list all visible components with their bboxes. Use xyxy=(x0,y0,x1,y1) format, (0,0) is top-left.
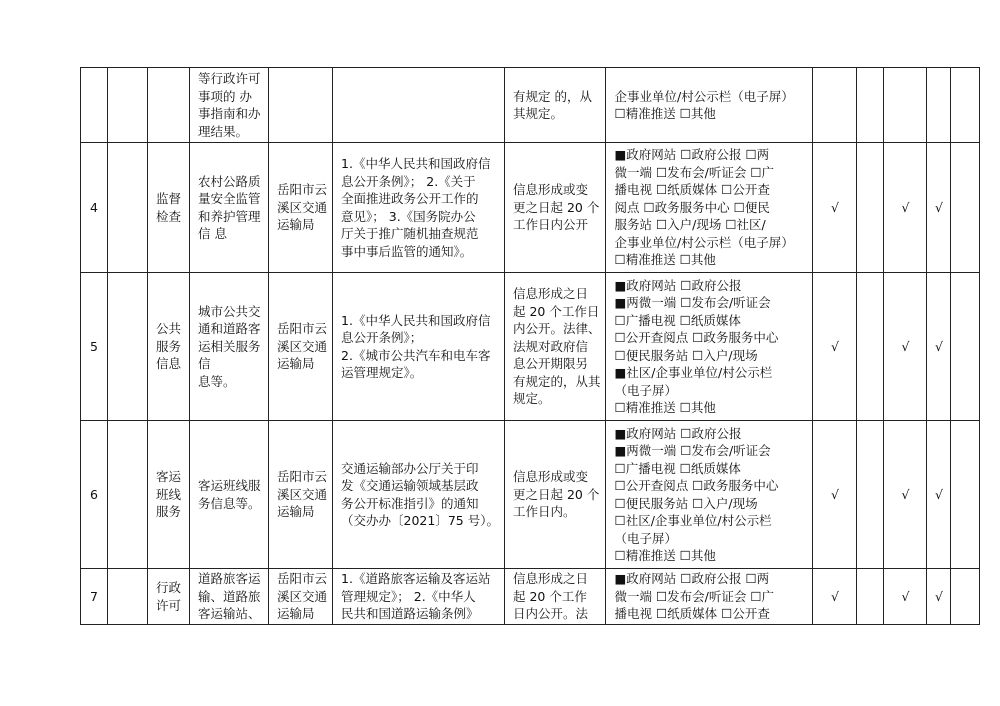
basis-line: 息公开条例》； xyxy=(341,330,423,345)
limit-line: 信息形成或变 xyxy=(512,469,588,485)
basis-line: 管理规定》； 2.《中华人 xyxy=(341,588,476,604)
content-line: 事指南和办 xyxy=(198,106,261,121)
check-cell-2 xyxy=(857,421,884,569)
content-line: 事项的 办 xyxy=(198,88,252,104)
content-line: 客运输站、 xyxy=(198,606,261,622)
table-row xyxy=(81,421,980,569)
category-line: 监督 xyxy=(155,191,181,206)
category-line: 检查 xyxy=(155,208,181,224)
content-cell xyxy=(190,273,269,421)
time-limit-cell xyxy=(504,421,606,569)
category-line: 班线 xyxy=(155,486,181,502)
category-line: 公共 xyxy=(155,321,181,337)
channel-line: 播电视 ☐纸质媒体 ☐公开查 xyxy=(614,606,770,622)
channel-line: 企事业单位/村公示栏（电子屏） xyxy=(614,88,794,104)
check-cell-4: √ xyxy=(927,421,951,569)
content-line: 等行政许可 xyxy=(198,71,261,86)
limit-line: 工作日内公开 xyxy=(512,217,588,233)
content-cell xyxy=(190,569,269,625)
table-row xyxy=(81,68,980,143)
table-row xyxy=(81,143,980,273)
check-cell-3: √ xyxy=(884,421,927,569)
channel-line: （电子屏） xyxy=(614,530,677,546)
group-cell xyxy=(108,68,148,143)
basis-line: 民共和国道路运输条例》 xyxy=(341,606,479,622)
content-line: 运相关服务 xyxy=(198,338,261,354)
limit-line: 其规定。 xyxy=(512,106,563,121)
check-cell-4: √ xyxy=(927,273,951,421)
content-line: 理结果。 xyxy=(198,123,249,139)
channels-cell xyxy=(606,143,813,273)
category-cell xyxy=(148,143,190,273)
limit-line: 法规对政府信 xyxy=(512,338,588,354)
basis-cell xyxy=(333,68,505,143)
basis-cell xyxy=(333,421,505,569)
limit-line: 信息形成或变 xyxy=(512,182,588,198)
group-cell xyxy=(108,421,148,569)
content-line: 输、道路旅 xyxy=(198,588,261,604)
check-cell-5 xyxy=(951,421,980,569)
content-line: 道路旅客运 xyxy=(198,571,261,587)
channel-line: ☐便民服务站 ☐入户/现场 xyxy=(614,347,758,363)
limit-line: 规定。 xyxy=(512,391,551,407)
basis-line: （交办办〔2021〕75 号）。 xyxy=(341,513,499,528)
subject-line: 岳阳市云 xyxy=(277,469,328,485)
channel-line: 企事业单位/村公示栏（电子屏） xyxy=(614,234,794,250)
basis-cell xyxy=(333,569,505,625)
subject-cell xyxy=(269,143,333,273)
limit-line: 更之日起 20 个 xyxy=(512,486,600,502)
category-line: 服务 xyxy=(155,338,181,354)
limit-line: 日内公开。法 xyxy=(512,606,588,622)
channel-line: 阅点 ☐政务服务中心 ☐便民 xyxy=(614,199,770,215)
check-cell-1: √ xyxy=(813,273,857,421)
check-cell-2 xyxy=(857,143,884,273)
channel-line: 服务站 ☐入户/现场 ☐社区/ xyxy=(614,217,766,233)
basis-line: 交通运输部办公厅关于印 xyxy=(341,460,479,476)
basis-line: 厅关于推广随机抽查规范 xyxy=(341,226,479,241)
content-line: 信 息 xyxy=(198,226,227,241)
basis-line: 1.《道路旅客运输及客运站 xyxy=(341,571,491,587)
channel-line: ☐广播电视 ☐纸质媒体 xyxy=(614,312,741,328)
check-cell-5 xyxy=(951,143,980,273)
content-cell xyxy=(190,421,269,569)
subject-line: 运输局 xyxy=(277,356,315,372)
channel-line: ■两微一端 ☐发布会/听证会 xyxy=(614,443,771,458)
content-line: 量安全监管 xyxy=(198,191,261,206)
check-cell-1: √ xyxy=(813,421,857,569)
channel-line: ☐精准推送 ☐其他 xyxy=(614,400,716,415)
basis-cell xyxy=(333,273,505,421)
channel-line: ☐便民服务站 ☐入户/现场 xyxy=(614,495,758,511)
channels-cell xyxy=(606,273,813,421)
channel-line: ☐精准推送 ☐其他 xyxy=(614,106,716,121)
content-line: 城市公共交 xyxy=(198,303,261,319)
check-cell-5 xyxy=(951,273,980,421)
check-cell-5 xyxy=(951,68,980,143)
channel-line: ■两微一端 ☐发布会/听证会 xyxy=(614,295,771,310)
check-cell-2 xyxy=(857,273,884,421)
content-cell xyxy=(190,68,269,143)
row-number-cell: 7 xyxy=(81,569,108,625)
channel-line: ■政府网站 ☐政府公报 xyxy=(614,277,742,293)
disclosure-table xyxy=(80,67,980,625)
row-number-cell: 6 xyxy=(81,421,108,569)
table-row xyxy=(81,569,980,625)
content-line: 务信息等。 xyxy=(198,495,261,511)
channel-line: ☐公开查阅点 ☐政务服务中心 xyxy=(614,330,779,345)
row-number-cell xyxy=(81,68,108,143)
channel-line: ■政府网站 ☐政府公报 xyxy=(614,425,742,441)
channel-line: ■政府网站 ☐政府公报 ☐两 xyxy=(614,571,770,587)
check-cell-2 xyxy=(857,569,884,625)
group-cell xyxy=(108,273,148,421)
time-limit-cell xyxy=(504,273,606,421)
row-number-cell: 4 xyxy=(81,143,108,273)
limit-line: 起 20 个工作日 xyxy=(512,303,600,319)
content-cell xyxy=(190,143,269,273)
content-line: 通和道路客 xyxy=(198,321,261,337)
content-line: 客运班线服 xyxy=(198,478,261,493)
time-limit-cell xyxy=(504,68,606,143)
basis-line: 运管理规定》。 xyxy=(341,365,423,380)
channels-cell xyxy=(606,421,813,569)
category-cell xyxy=(148,421,190,569)
basis-line: 事中事后监管的通知》。 xyxy=(341,243,473,259)
basis-line: 全面推进政务公开工作的 xyxy=(341,191,479,206)
category-cell xyxy=(148,68,190,143)
content-line: 息等。 xyxy=(198,373,236,389)
channel-line: ☐精准推送 ☐其他 xyxy=(614,252,716,268)
limit-line: 息公开期限另 xyxy=(512,356,588,372)
check-cell-3 xyxy=(884,68,927,143)
check-cell-4: √ xyxy=(927,143,951,273)
subject-line: 溪区交通 xyxy=(277,486,328,502)
subject-line: 运输局 xyxy=(277,217,315,233)
check-cell-4: √ xyxy=(927,569,951,625)
basis-line: 1.《中华人民共和国政府信 xyxy=(341,156,491,171)
content-line: 农村公路质 xyxy=(198,173,261,189)
limit-line: 内公开。法律、 xyxy=(512,321,601,337)
basis-line: 发《交通运输领域基层政 xyxy=(341,478,479,493)
channel-line: ☐精准推送 ☐其他 xyxy=(614,548,716,563)
table-row xyxy=(81,273,980,421)
limit-line: 有规定的，从其 xyxy=(512,373,601,389)
subject-line: 溪区交通 xyxy=(277,588,328,604)
time-limit-cell xyxy=(504,569,606,625)
channel-line: （电子屏） xyxy=(614,382,677,398)
channels-cell xyxy=(606,569,813,625)
basis-line: 息公开条例》； 2.《关于 xyxy=(341,173,476,189)
subject-cell xyxy=(269,273,333,421)
category-line: 服务 xyxy=(155,504,181,520)
group-cell xyxy=(108,143,148,273)
check-cell-3: √ xyxy=(884,569,927,625)
basis-line: 2.《城市公共汽车和电车客 xyxy=(341,347,491,363)
channel-line: ☐社区/企事业单位/村公示栏 xyxy=(614,513,772,528)
check-cell-1: √ xyxy=(813,569,857,625)
category-line: 客运 xyxy=(155,469,181,485)
subject-line: 运输局 xyxy=(277,504,315,520)
category-cell xyxy=(148,273,190,421)
basis-line: 1.《中华人民共和国政府信 xyxy=(341,312,491,328)
content-line: 信 xyxy=(198,356,211,372)
subject-cell xyxy=(269,68,333,143)
check-cell-4 xyxy=(927,68,951,143)
subject-cell xyxy=(269,569,333,625)
channel-line: 播电视 ☐纸质媒体 ☐公开查 xyxy=(614,182,770,198)
subject-line: 运输局 xyxy=(277,606,315,622)
category-line: 信息 xyxy=(155,356,181,372)
limit-line: 起 20 个工作 xyxy=(512,588,587,604)
channel-line: 微一端 ☐发布会/听证会 ☐广 xyxy=(614,588,775,604)
check-cell-1 xyxy=(813,68,857,143)
subject-cell xyxy=(269,421,333,569)
basis-line: 意见》； 3.《国务院办公 xyxy=(341,208,476,224)
limit-line: 有规定 的，从 xyxy=(512,88,592,104)
subject-line: 溪区交通 xyxy=(277,338,328,354)
category-cell xyxy=(148,569,190,625)
basis-line: 务公开标准指引》的通知 xyxy=(341,495,479,511)
check-cell-3: √ xyxy=(884,273,927,421)
limit-line: 工作日内。 xyxy=(512,504,576,520)
limit-line: 更之日起 20 个 xyxy=(512,199,600,215)
subject-line: 岳阳市云 xyxy=(277,182,328,198)
basis-cell xyxy=(333,143,505,273)
limit-line: 信息形成之日 xyxy=(512,571,588,587)
subject-line: 溪区交通 xyxy=(277,199,328,215)
channel-line: ■社区/企事业单位/村公示栏 xyxy=(614,365,773,380)
check-cell-5 xyxy=(951,569,980,625)
category-line: 行政 xyxy=(155,580,181,595)
subject-line: 岳阳市云 xyxy=(277,571,328,587)
limit-line: 信息形成之日 xyxy=(512,286,588,302)
time-limit-cell xyxy=(504,143,606,273)
channel-line: 微一端 ☐发布会/听证会 ☐广 xyxy=(614,164,775,180)
group-cell xyxy=(108,569,148,625)
channel-line: ☐公开查阅点 ☐政务服务中心 xyxy=(614,478,779,493)
channels-cell xyxy=(606,68,813,143)
subject-line: 岳阳市云 xyxy=(277,321,328,337)
content-line: 和养护管理 xyxy=(198,208,261,224)
channel-line: ■政府网站 ☐政府公报 ☐两 xyxy=(614,147,770,163)
channel-line: ☐广播电视 ☐纸质媒体 xyxy=(614,460,741,476)
check-cell-2 xyxy=(857,68,884,143)
row-number-cell: 5 xyxy=(81,273,108,421)
check-cell-1: √ xyxy=(813,143,857,273)
category-line: 许可 xyxy=(155,597,181,613)
check-cell-3: √ xyxy=(884,143,927,273)
